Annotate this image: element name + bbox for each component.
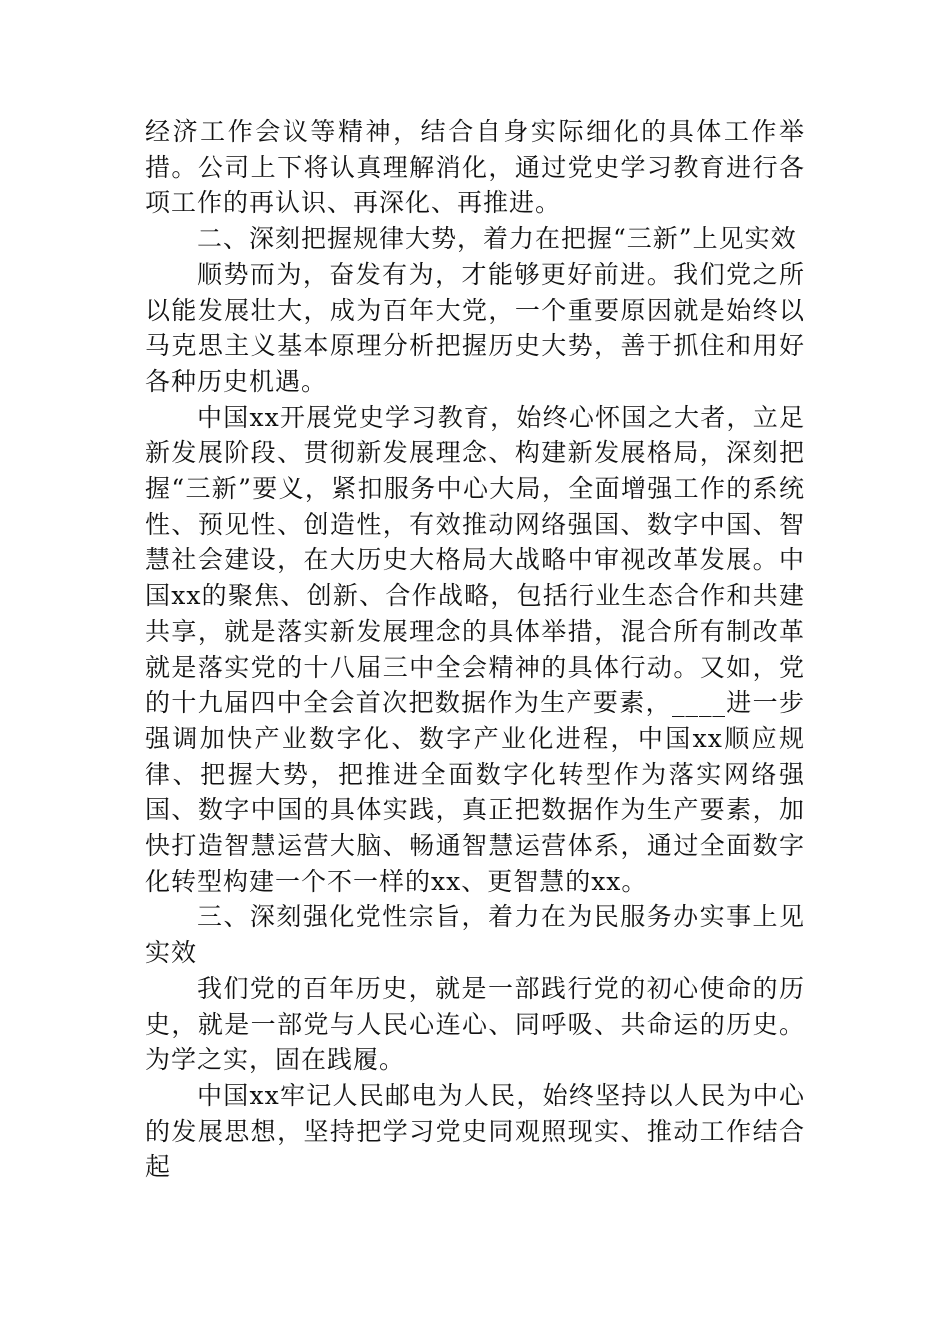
paragraph: 中国xx牢记人民邮电为人民，始终坚持以人民为中心的发展思想，坚持把学习党史同观照现实、推动工作结合起 [145,1080,805,1182]
paragraph-continuation: 经济工作会议等精神，结合自身实际细化的具体工作举措。公司上下将认真理解消化，通过党史学习教育进行各项工作的再认识、再深化、再推进。 [145,117,805,218]
section-heading-2: 二、深刻把握规律大势，着力在把握“三新”上见实效 [197,224,797,254]
paragraph: 中国xx开展党史学习教育，始终心怀国之大者，立足新发展阶段、贯彻新发展理念、构建新发展格局，深刻把握“三新”要义，紧扣服务中心大局，全面增强工作的系统性、预见性、创造性，有效推动网络强国、数字中国、智慧社会建设，在大历史大格局大战略中审视改革发展。中国xx的聚焦、创新、合作战略，包括行业生态合作和共建共享，就是落实新发展理念的具体举措，混合所有制改革就是落实党的十八届三中全会精神的具体行动。又如，党的十九届四中全会首次把数据作为生产要素，____进一步强调加快产业数字化、数字产业化进程，中国xx顺应规律、把握大势，把推进全面数字化转型作为落实网络强国、数字中国的具体实践，真正把数据作为生产要素，加快打造智慧运营大脑、畅通智慧运营体系，通过全面数字化转型构建一个不一样的xx、更智慧的xx。 [145,402,805,896]
paragraph: 顺势而为，奋发有为，才能够更好前进。我们党之所以能发展壮大，成为百年大党，一个重要原因就是始终以马克思主义基本原理分析把握历史大势，善于抓住和用好各种历史机遇。 [145,259,805,396]
document-page [145,114,805,1185]
paragraph: 我们党的百年历史，就是一部践行党的初心使命的历史，就是一部党与人民心连心、同呼吸、共命运的历史。为学之实，固在践履。 [145,973,805,1075]
section-heading-3: 三、深刻强化党性宗旨，着力在为民服务办实事上见实效 [145,902,805,968]
